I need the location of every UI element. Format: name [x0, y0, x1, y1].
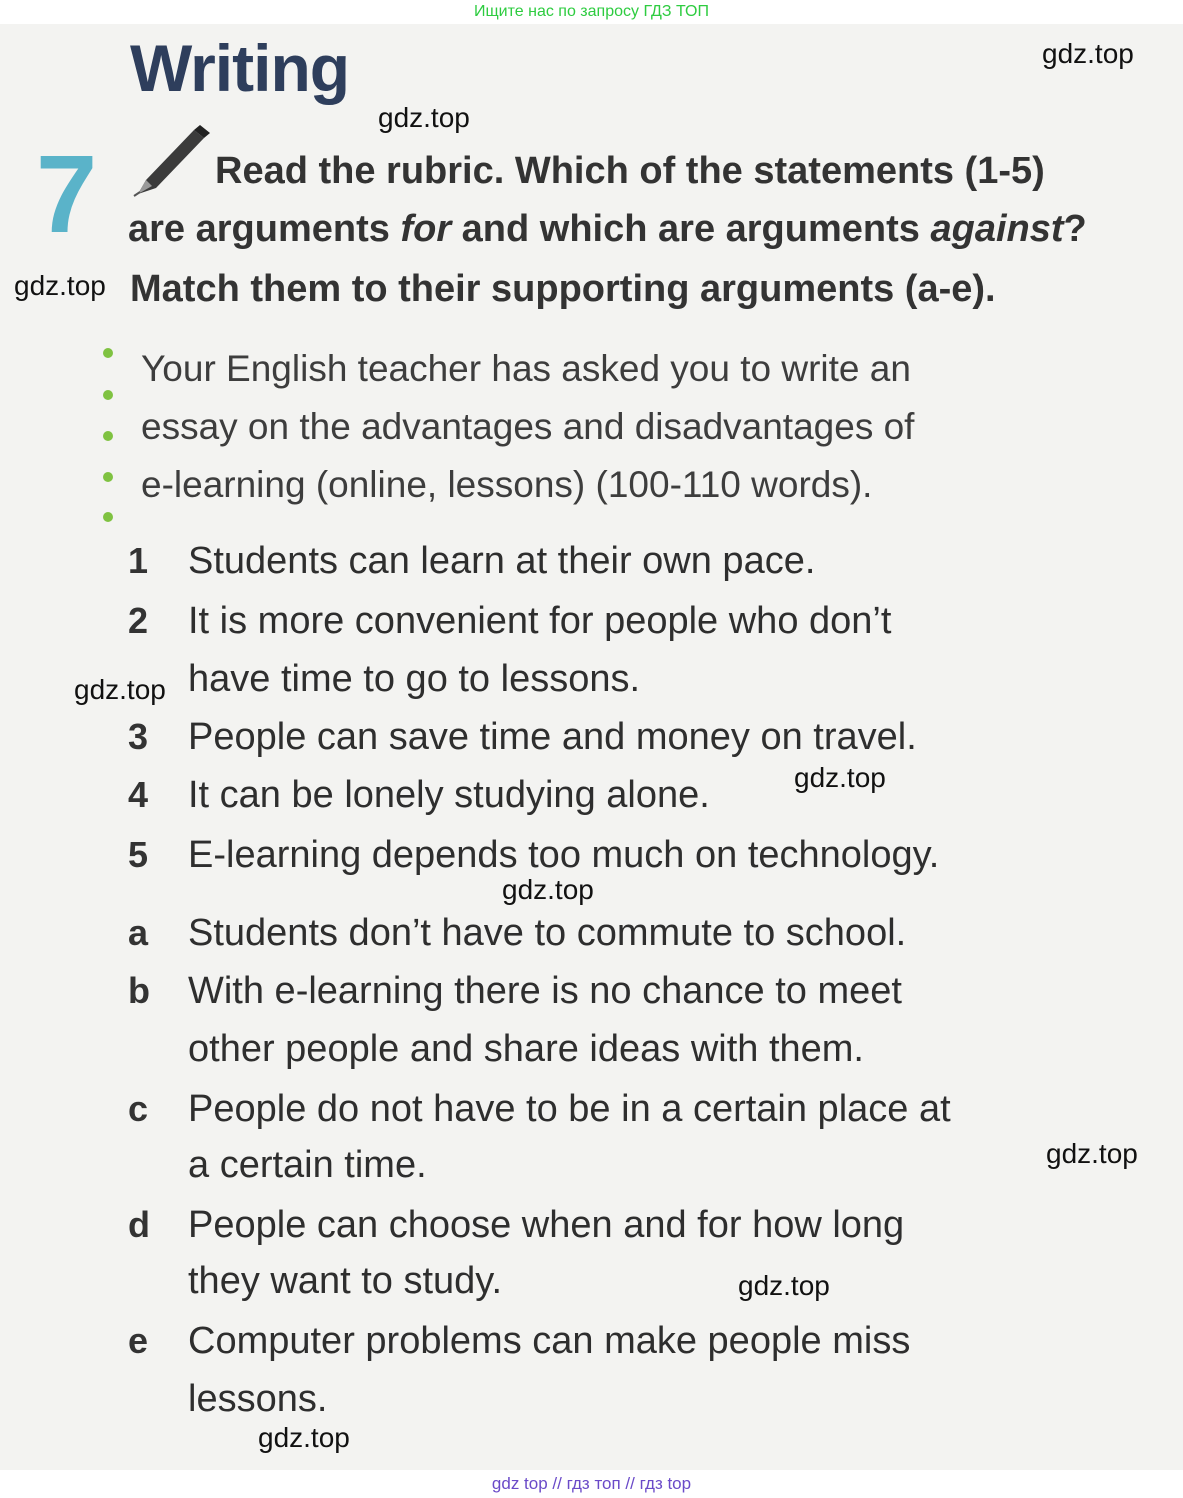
- statement-number: 2: [128, 600, 149, 641]
- header-banner[interactable]: Ищите нас по запросу ГДЗ ТОП: [0, 0, 1183, 24]
- exercise-number: 7: [36, 133, 98, 256]
- supporting-text: a certain time.: [188, 1144, 427, 1186]
- watermark: gdz.top: [794, 762, 886, 793]
- instruction-text: are arguments: [128, 208, 390, 250]
- statement-number: 3: [128, 716, 149, 757]
- watermark: gdz.top: [74, 674, 166, 705]
- supporting-letter: b: [128, 970, 150, 1011]
- supporting-letter: a: [128, 912, 149, 953]
- statement-text: It is more convenient for people who don’t: [188, 600, 892, 642]
- watermark: gdz.top: [1046, 1138, 1138, 1169]
- instruction-line-3: Match them to their supporting arguments (a-e).: [130, 268, 996, 310]
- rubric-line: e-learning (online, lessons) (100-110 words).: [141, 464, 873, 505]
- supporting-letter: c: [128, 1088, 149, 1129]
- supporting-text: Computer problems can make people miss: [188, 1320, 911, 1362]
- supporting-text: lessons.: [188, 1378, 328, 1420]
- statement-text: E-learning depends too much on technology.: [188, 834, 940, 876]
- supporting-letter: e: [128, 1320, 149, 1361]
- supporting-text: With e-learning there is no chance to meet: [188, 970, 902, 1012]
- bullet-dot: [103, 431, 113, 441]
- watermark: gdz.top: [1042, 38, 1134, 69]
- bullet-dot: [103, 512, 113, 522]
- supporting-letter: d: [128, 1204, 150, 1245]
- instruction-text: and which are arguments: [461, 208, 920, 250]
- watermark: gdz.top: [378, 102, 470, 133]
- bullet-dot: [103, 348, 113, 358]
- supporting-text: they want to study.: [188, 1260, 503, 1302]
- instruction-text: ?: [1063, 208, 1087, 250]
- section-title: Writing: [130, 31, 350, 105]
- statement-text: It can be lonely studying alone.: [188, 774, 710, 816]
- watermark: gdz.top: [258, 1422, 350, 1453]
- instruction-emphasis-against: against: [930, 208, 1064, 250]
- rubric-line: essay on the advantages and disadvantages of: [141, 406, 915, 447]
- statement-number: 1: [128, 540, 149, 581]
- instruction-line-2: [128, 206, 1087, 252]
- statement-text: have time to go to lessons.: [188, 658, 641, 700]
- watermark: gdz.top: [14, 270, 106, 301]
- supporting-text: other people and share ideas with them.: [188, 1028, 864, 1070]
- statement-text: Students can learn at their own pace.: [188, 540, 816, 582]
- statement-text: People can save time and money on travel.: [188, 716, 917, 758]
- pen-icon: [132, 124, 212, 200]
- supporting-text: People can choose when and for how long: [188, 1204, 905, 1246]
- rubric-line: Your English teacher has asked you to write an: [141, 348, 911, 389]
- footer-banner[interactable]: gdz top // гдз топ // гдз top: [0, 1470, 1183, 1498]
- instruction-emphasis-for: for: [400, 208, 452, 250]
- watermark: gdz.top: [738, 1270, 830, 1301]
- statement-number: 4: [128, 774, 149, 815]
- bullet-dot: [103, 472, 113, 482]
- instruction-line-1: Read the rubric. Which of the statements (1-5): [215, 150, 1045, 192]
- watermark: gdz.top: [502, 874, 594, 905]
- bullet-dot: [103, 390, 113, 400]
- statement-number: 5: [128, 834, 149, 875]
- supporting-text: People do not have to be in a certain place at: [188, 1088, 951, 1130]
- supporting-text: Students don’t have to commute to school.: [188, 912, 907, 954]
